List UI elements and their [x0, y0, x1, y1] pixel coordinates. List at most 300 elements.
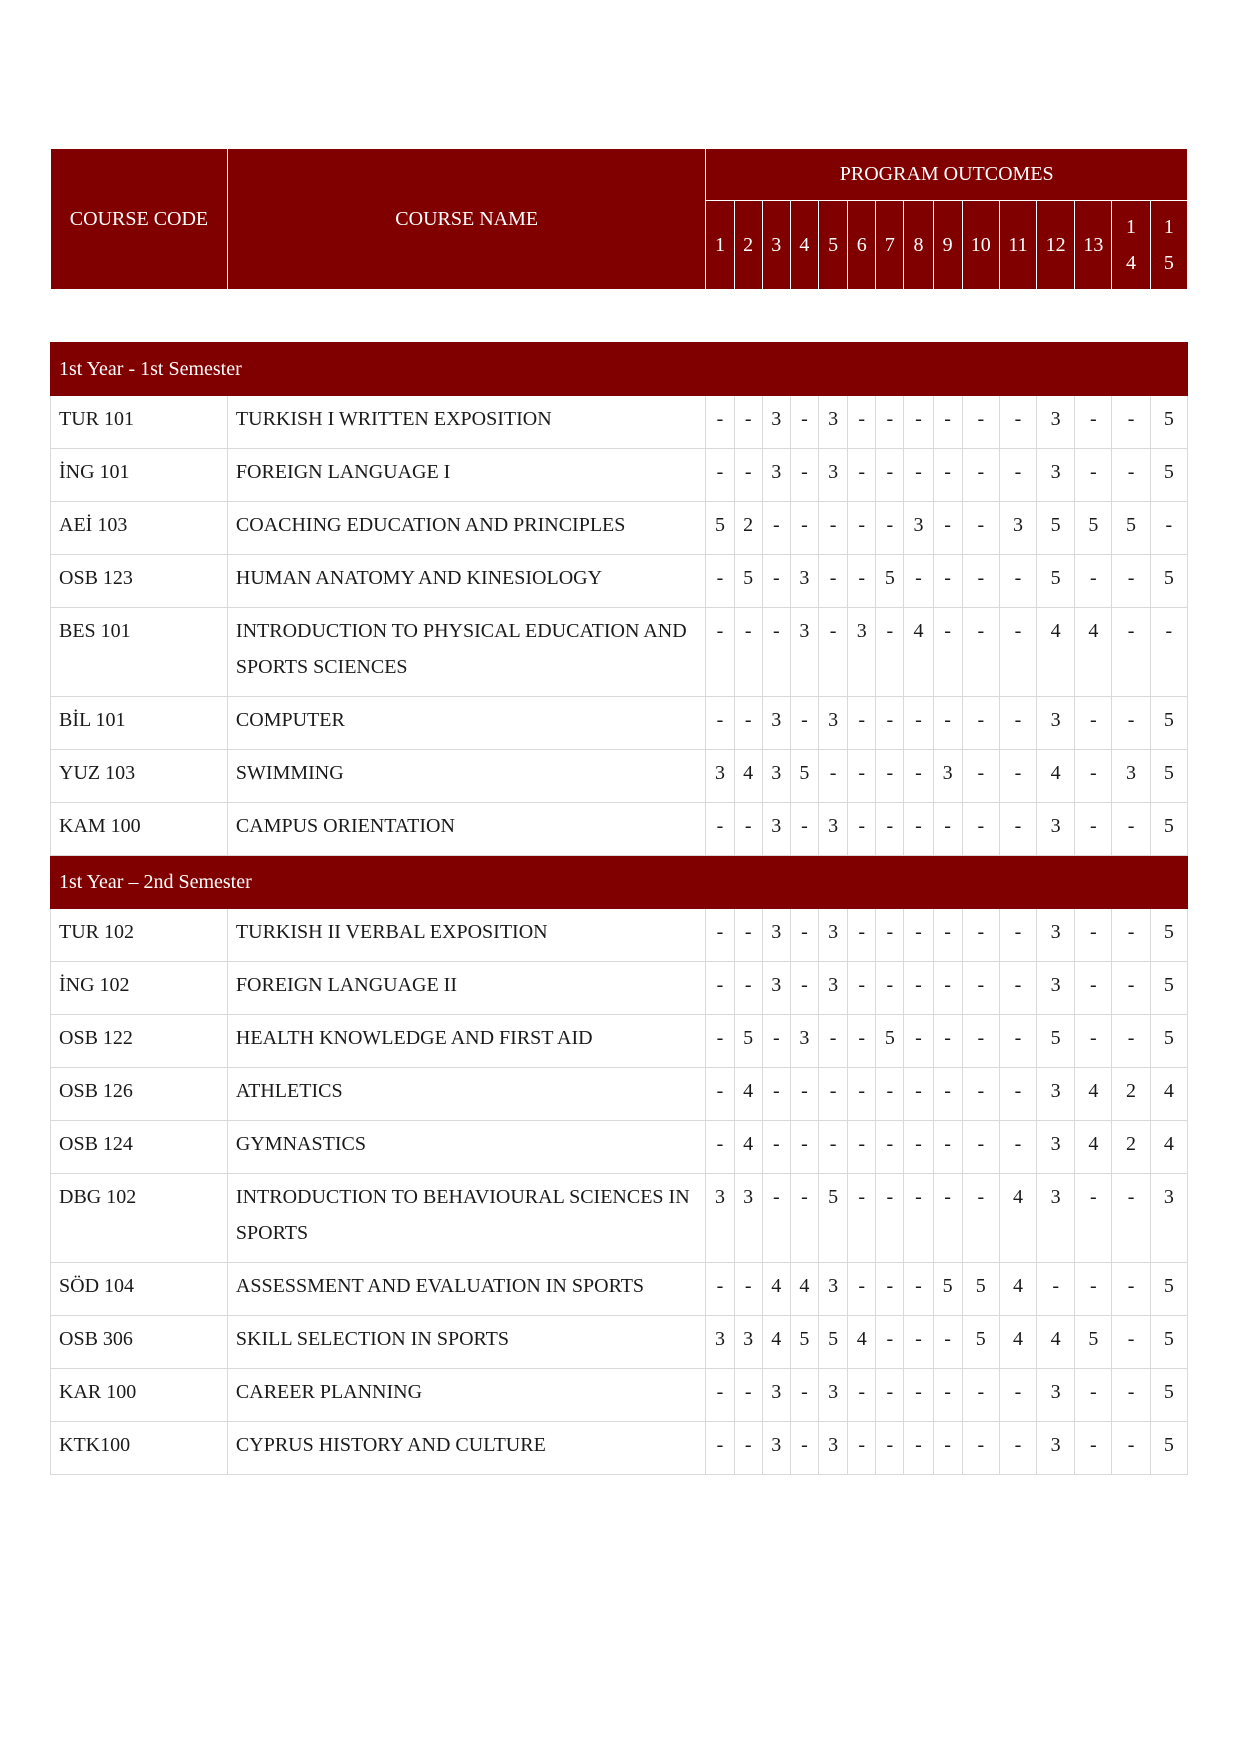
outcome-value: -: [790, 1068, 818, 1121]
outcome-value: 3: [706, 1174, 734, 1263]
outcome-value: -: [790, 396, 818, 449]
outcome-value: -: [848, 1422, 876, 1475]
course-code: TUR 102: [51, 909, 228, 962]
outcome-value: -: [999, 909, 1036, 962]
outcome-value: -: [706, 449, 734, 502]
outcome-value: -: [1112, 962, 1150, 1015]
outcome-value: -: [933, 396, 962, 449]
outcome-value: -: [1075, 1174, 1112, 1263]
outcome-value: -: [706, 803, 734, 856]
outcome-value: 3: [819, 396, 848, 449]
outcome-value: 3: [819, 962, 848, 1015]
outcome-value: 3: [734, 1316, 762, 1369]
outcome-value: -: [933, 1316, 962, 1369]
outcome-value: -: [848, 555, 876, 608]
course-name: TURKISH II VERBAL EXPOSITION: [227, 909, 706, 962]
outcome-value: -: [904, 1263, 933, 1316]
outcome-value: 3: [819, 803, 848, 856]
outcome-value: -: [933, 1068, 962, 1121]
outcome-value: 4: [1150, 1068, 1187, 1121]
outcome-value: -: [962, 502, 999, 555]
course-row: [51, 1263, 1188, 1316]
outcome-value: -: [876, 697, 904, 750]
outcome-value: 4: [790, 1263, 818, 1316]
outcome-value: 2: [1112, 1068, 1150, 1121]
outcome-value: -: [734, 1369, 762, 1422]
outcome-value: 4: [1075, 1068, 1112, 1121]
outcome-value: 3: [762, 803, 790, 856]
outcome-value: 5: [1150, 1422, 1187, 1475]
outcome-value: -: [876, 502, 904, 555]
outcome-value: -: [1075, 1369, 1112, 1422]
outcome-value: 3: [819, 1263, 848, 1316]
outcome-value: 5: [1075, 502, 1112, 555]
outcome-value: -: [876, 1369, 904, 1422]
outcome-value: -: [904, 1121, 933, 1174]
outcome-value: -: [848, 697, 876, 750]
outcome-value: 3: [819, 909, 848, 962]
outcome-value: 5: [1150, 1015, 1187, 1068]
outcome-value: -: [790, 803, 818, 856]
outcome-value: -: [962, 449, 999, 502]
course-code: OSB 122: [51, 1015, 228, 1068]
header-table: [50, 148, 1188, 290]
course-name: FOREIGN LANGUAGE II: [227, 962, 706, 1015]
outcome-value: 3: [1037, 449, 1075, 502]
outcome-value: -: [933, 909, 962, 962]
course-row: [51, 449, 1188, 502]
outcome-value: -: [819, 1121, 848, 1174]
outcome-value: 3: [819, 1369, 848, 1422]
outcome-value: -: [904, 1316, 933, 1369]
course-name: CAMPUS ORIENTATION: [227, 803, 706, 856]
course-code: KAR 100: [51, 1369, 228, 1422]
course-code: YUZ 103: [51, 750, 228, 803]
outcome-value: -: [790, 449, 818, 502]
outcome-value: -: [962, 1015, 999, 1068]
course-name: COMPUTER: [227, 697, 706, 750]
outcome-value: -: [1112, 608, 1150, 697]
course-row: [51, 1015, 1188, 1068]
outcome-value: 4: [734, 1068, 762, 1121]
outcome-value: -: [1150, 608, 1187, 697]
outcome-value: 3: [762, 962, 790, 1015]
outcome-value: -: [734, 803, 762, 856]
outcome-value: -: [1112, 1316, 1150, 1369]
outcome-value: -: [904, 909, 933, 962]
course-row: [51, 909, 1188, 962]
outcome-value: -: [933, 555, 962, 608]
outcome-value: -: [933, 608, 962, 697]
outcome-value: -: [706, 1422, 734, 1475]
outcome-value: -: [762, 555, 790, 608]
outcome-value: -: [962, 750, 999, 803]
semester-title: 1st Year – 2nd Semester: [51, 856, 1188, 909]
outcome-value: -: [848, 962, 876, 1015]
course-row: [51, 1369, 1188, 1422]
outcome-value: -: [904, 1174, 933, 1263]
outcome-number-header: 5: [819, 201, 848, 290]
course-name: FOREIGN LANGUAGE I: [227, 449, 706, 502]
outcome-value: -: [999, 962, 1036, 1015]
outcome-value: -: [790, 1121, 818, 1174]
outcome-value: 5: [1150, 396, 1187, 449]
outcome-value: 5: [1150, 803, 1187, 856]
outcome-value: -: [1075, 396, 1112, 449]
outcome-value: -: [1075, 1015, 1112, 1068]
outcome-value: -: [706, 1068, 734, 1121]
outcome-number-header: 3: [762, 201, 790, 290]
outcome-value: 5: [933, 1263, 962, 1316]
outcome-value: 5: [734, 1015, 762, 1068]
outcome-value: -: [848, 1068, 876, 1121]
outcome-value: 3: [762, 750, 790, 803]
course-name: CYPRUS HISTORY AND CULTURE: [227, 1422, 706, 1475]
outcome-value: 3: [706, 750, 734, 803]
outcome-number-header: [1150, 201, 1187, 290]
outcome-value: 5: [1150, 1369, 1187, 1422]
outcome-value: -: [962, 697, 999, 750]
outcome-value: -: [706, 608, 734, 697]
outcome-value: 3: [1150, 1174, 1187, 1263]
outcome-value: -: [706, 962, 734, 1015]
outcome-value: -: [1075, 555, 1112, 608]
course-name: GYMNASTICS: [227, 1121, 706, 1174]
course-name: SWIMMING: [227, 750, 706, 803]
outcome-value: 5: [819, 1174, 848, 1263]
outcome-value: -: [848, 1263, 876, 1316]
course-name: INTRODUCTION TO PHYSICAL EDUCATION AND SPORTS SCIENCES: [227, 608, 706, 697]
outcome-number-digit: 1: [1163, 216, 1174, 238]
outcome-number-header: 13: [1075, 201, 1112, 290]
outcome-value: -: [790, 502, 818, 555]
outcome-value: -: [1037, 1263, 1075, 1316]
outcome-value: 3: [999, 502, 1036, 555]
outcome-value: -: [999, 1068, 1036, 1121]
course-code: BES 101: [51, 608, 228, 697]
outcome-value: 3: [1037, 1369, 1075, 1422]
course-name: SKILL SELECTION IN SPORTS: [227, 1316, 706, 1369]
outcome-value: -: [904, 555, 933, 608]
course-name: INTRODUCTION TO BEHAVIOURAL SCIENCES IN SPORTS: [227, 1174, 706, 1263]
outcome-value: 4: [999, 1174, 1036, 1263]
outcome-value: 5: [876, 1015, 904, 1068]
outcome-value: -: [734, 962, 762, 1015]
outcome-value: -: [734, 449, 762, 502]
outcome-value: -: [962, 1068, 999, 1121]
outcome-value: -: [904, 750, 933, 803]
outcome-value: -: [1112, 803, 1150, 856]
outcome-value: -: [933, 1121, 962, 1174]
outcome-value: -: [904, 803, 933, 856]
outcome-value: -: [706, 1121, 734, 1174]
outcome-value: 5: [1075, 1316, 1112, 1369]
outcome-value: 4: [734, 1121, 762, 1174]
outcome-value: 4: [762, 1316, 790, 1369]
outcome-value: 3: [762, 909, 790, 962]
outcome-value: -: [819, 608, 848, 697]
outcome-value: -: [962, 1174, 999, 1263]
course-name: ASSESSMENT AND EVALUATION IN SPORTS: [227, 1263, 706, 1316]
outcome-number-header: 4: [790, 201, 818, 290]
outcome-value: -: [933, 1369, 962, 1422]
outcome-value: -: [999, 1015, 1036, 1068]
outcome-value: -: [1112, 396, 1150, 449]
outcome-value: 3: [1037, 697, 1075, 750]
outcome-value: -: [848, 1015, 876, 1068]
outcome-value: -: [962, 1121, 999, 1174]
outcome-value: -: [962, 962, 999, 1015]
course-row: [51, 1422, 1188, 1475]
outcome-value: 3: [1037, 909, 1075, 962]
course-code: AEİ 103: [51, 502, 228, 555]
outcome-value: 2: [734, 502, 762, 555]
outcome-value: 3: [819, 697, 848, 750]
outcome-value: -: [1075, 1422, 1112, 1475]
outcome-value: 4: [734, 750, 762, 803]
course-name: CAREER PLANNING: [227, 1369, 706, 1422]
course-row: [51, 502, 1188, 555]
outcome-number-header: 8: [904, 201, 933, 290]
outcome-value: 4: [762, 1263, 790, 1316]
outcome-value: -: [904, 1369, 933, 1422]
outcome-value: -: [762, 502, 790, 555]
outcome-value: 3: [1037, 396, 1075, 449]
outcome-value: -: [762, 608, 790, 697]
outcome-value: 5: [1037, 555, 1075, 608]
outcome-value: -: [762, 1121, 790, 1174]
course-code: TUR 101: [51, 396, 228, 449]
outcome-value: 3: [848, 608, 876, 697]
outcome-value: -: [876, 396, 904, 449]
outcome-value: -: [962, 803, 999, 856]
outcome-value: -: [1112, 1174, 1150, 1263]
outcome-value: 3: [1037, 1068, 1075, 1121]
outcome-value: -: [706, 1369, 734, 1422]
course-code: SÖD 104: [51, 1263, 228, 1316]
outcome-value: -: [848, 502, 876, 555]
outcome-value: -: [1075, 962, 1112, 1015]
outcome-value: 4: [848, 1316, 876, 1369]
outcome-value: -: [848, 1121, 876, 1174]
outcome-value: -: [904, 962, 933, 1015]
outcome-value: 5: [1037, 1015, 1075, 1068]
outcome-value: 5: [734, 555, 762, 608]
outcome-value: -: [876, 962, 904, 1015]
outcome-value: 5: [1150, 909, 1187, 962]
course-row: [51, 1316, 1188, 1369]
course-name: ATHLETICS: [227, 1068, 706, 1121]
outcome-value: -: [790, 962, 818, 1015]
outcome-value: -: [999, 449, 1036, 502]
outcome-value: -: [1112, 909, 1150, 962]
outcome-value: -: [790, 1422, 818, 1475]
outcome-value: -: [848, 909, 876, 962]
outcome-value: -: [962, 1422, 999, 1475]
outcome-value: 4: [1150, 1121, 1187, 1174]
outcome-value: -: [999, 750, 1036, 803]
outcome-number-header: 1: [706, 201, 734, 290]
course-code: OSB 306: [51, 1316, 228, 1369]
course-row: [51, 750, 1188, 803]
outcome-value: 3: [1037, 1174, 1075, 1263]
outcome-value: -: [876, 750, 904, 803]
outcome-value: -: [962, 396, 999, 449]
outcome-value: -: [790, 1369, 818, 1422]
outcome-value: 5: [1150, 962, 1187, 1015]
outcome-value: -: [706, 555, 734, 608]
outcome-value: -: [904, 396, 933, 449]
outcome-value: -: [933, 697, 962, 750]
outcome-value: -: [706, 396, 734, 449]
course-code: KTK100: [51, 1422, 228, 1475]
outcome-value: -: [1075, 697, 1112, 750]
outcome-value: 3: [1037, 1121, 1075, 1174]
outcome-value: -: [876, 1316, 904, 1369]
outcome-value: 2: [1112, 1121, 1150, 1174]
outcome-value: 3: [734, 1174, 762, 1263]
outcome-value: -: [734, 1263, 762, 1316]
outcome-value: -: [1150, 502, 1187, 555]
semester-row: [51, 856, 1188, 909]
outcome-value: -: [904, 449, 933, 502]
outcome-value: -: [762, 1174, 790, 1263]
outcome-value: -: [876, 449, 904, 502]
outcome-value: -: [876, 1174, 904, 1263]
outcome-value: -: [706, 1015, 734, 1068]
outcome-value: -: [904, 1068, 933, 1121]
outcome-value: -: [904, 697, 933, 750]
outcome-value: -: [762, 1015, 790, 1068]
outcome-value: -: [1112, 1015, 1150, 1068]
outcome-value: -: [819, 1015, 848, 1068]
outcome-value: -: [933, 1174, 962, 1263]
outcome-value: -: [848, 803, 876, 856]
outcome-number-header: 6: [848, 201, 876, 290]
outcome-value: -: [904, 1422, 933, 1475]
outcome-value: -: [933, 1422, 962, 1475]
outcome-value: -: [1075, 750, 1112, 803]
course-code: İNG 102: [51, 962, 228, 1015]
outcome-value: 5: [790, 1316, 818, 1369]
outcome-value: -: [933, 962, 962, 1015]
outcome-value: -: [933, 449, 962, 502]
outcome-value: 5: [962, 1316, 999, 1369]
outcome-value: -: [999, 697, 1036, 750]
course-row: [51, 803, 1188, 856]
outcome-value: -: [999, 396, 1036, 449]
outcome-value: -: [706, 909, 734, 962]
outcome-value: -: [1112, 1422, 1150, 1475]
semester-row: [51, 343, 1188, 396]
outcome-value: -: [848, 396, 876, 449]
outcome-value: 5: [876, 555, 904, 608]
outcome-value: -: [1112, 555, 1150, 608]
outcome-value: -: [790, 697, 818, 750]
outcome-value: 5: [1150, 555, 1187, 608]
outcome-value: -: [962, 555, 999, 608]
outcome-value: -: [819, 502, 848, 555]
outcome-value: -: [1112, 697, 1150, 750]
outcome-value: -: [876, 608, 904, 697]
outcome-value: -: [904, 1015, 933, 1068]
outcome-value: 3: [762, 1369, 790, 1422]
course-name: HEALTH KNOWLEDGE AND FIRST AID: [227, 1015, 706, 1068]
course-row: [51, 1174, 1188, 1263]
course-code: OSB 124: [51, 1121, 228, 1174]
outcome-value: 3: [1112, 750, 1150, 803]
outcome-value: -: [876, 1422, 904, 1475]
course-row: [51, 697, 1188, 750]
outcome-value: -: [962, 608, 999, 697]
outcome-value: -: [876, 1263, 904, 1316]
outcome-value: 5: [1112, 502, 1150, 555]
outcome-value: -: [848, 1369, 876, 1422]
outcome-value: -: [819, 750, 848, 803]
outcome-value: 4: [904, 608, 933, 697]
outcome-number-header: [1112, 201, 1150, 290]
program-outcomes-header: PROGRAM OUTCOMES: [706, 149, 1188, 201]
outcome-number-digit: 1: [1126, 216, 1137, 238]
outcome-value: -: [706, 1263, 734, 1316]
outcome-value: 3: [706, 1316, 734, 1369]
outcome-value: -: [1112, 449, 1150, 502]
outcome-value: -: [848, 750, 876, 803]
outcome-value: 3: [790, 1015, 818, 1068]
outcome-value: 5: [706, 502, 734, 555]
outcome-value: -: [1075, 909, 1112, 962]
outcome-value: -: [1112, 1263, 1150, 1316]
outcome-value: -: [933, 803, 962, 856]
outcome-value: -: [734, 396, 762, 449]
outcome-value: -: [734, 909, 762, 962]
outcome-value: -: [790, 909, 818, 962]
outcome-value: -: [999, 803, 1036, 856]
course-code: İNG 101: [51, 449, 228, 502]
outcome-value: 5: [962, 1263, 999, 1316]
outcome-value: -: [999, 555, 1036, 608]
outcome-value: 5: [1150, 449, 1187, 502]
outcome-value: 3: [819, 449, 848, 502]
course-code-header: COURSE CODE: [51, 149, 228, 290]
outcome-value: 3: [1037, 1422, 1075, 1475]
outcome-value: 5: [819, 1316, 848, 1369]
course-row: [51, 396, 1188, 449]
outcome-value: 3: [762, 697, 790, 750]
outcome-number-digit: 4: [1126, 252, 1137, 274]
course-code: KAM 100: [51, 803, 228, 856]
outcome-value: 5: [1150, 1263, 1187, 1316]
outcome-number-header: 7: [876, 201, 904, 290]
outcome-value: -: [999, 1422, 1036, 1475]
outcome-value: -: [876, 1068, 904, 1121]
outcome-value: -: [999, 608, 1036, 697]
outcome-value: -: [876, 1121, 904, 1174]
outcome-value: 3: [1037, 962, 1075, 1015]
outcome-value: 5: [1150, 697, 1187, 750]
outcome-value: -: [734, 697, 762, 750]
outcome-value: 5: [1037, 502, 1075, 555]
outcome-value: 4: [1075, 1121, 1112, 1174]
course-name: COACHING EDUCATION AND PRINCIPLES: [227, 502, 706, 555]
semester-title: 1st Year - 1st Semester: [51, 343, 1188, 396]
outcome-value: -: [933, 1015, 962, 1068]
outcome-value: 4: [999, 1263, 1036, 1316]
outcome-value: 4: [1075, 608, 1112, 697]
outcome-value: 3: [762, 396, 790, 449]
course-code: OSB 126: [51, 1068, 228, 1121]
outcome-value: -: [790, 1174, 818, 1263]
